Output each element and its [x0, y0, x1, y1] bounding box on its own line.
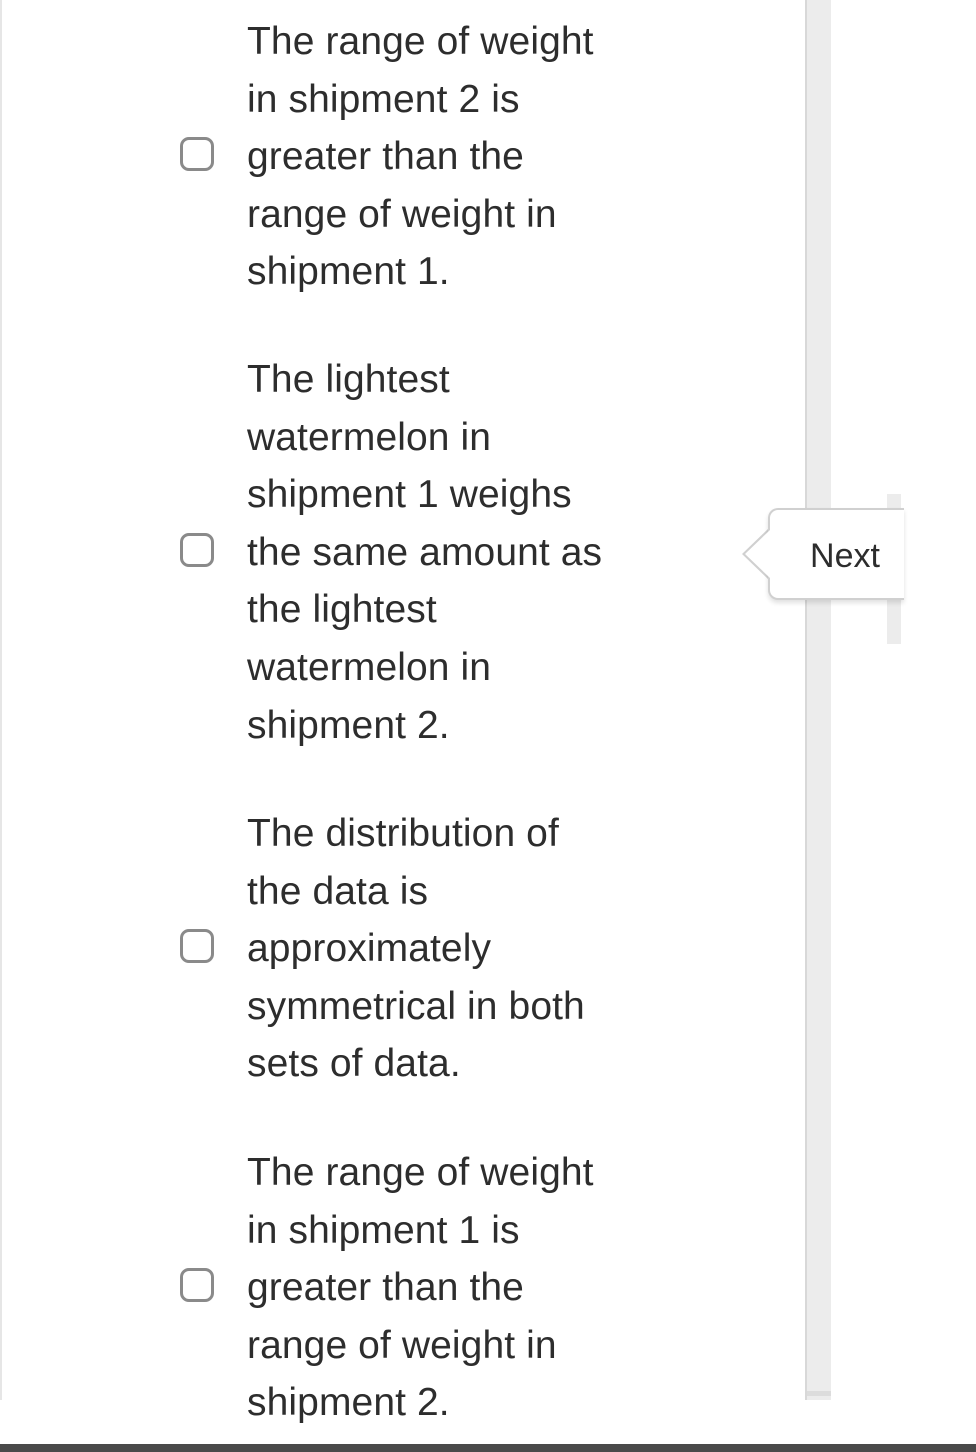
checkbox-option-2[interactable]: [180, 533, 214, 567]
option-text-line: approximately: [247, 927, 492, 971]
option-text-line: the lightest: [247, 588, 437, 632]
option-text-line: range of weight in: [247, 192, 557, 236]
option-text-line: The distribution of: [247, 812, 559, 855]
bottom-bar: [0, 1444, 976, 1452]
option-text-line: The lightest: [247, 358, 450, 401]
option-text-line: greater than the: [247, 135, 524, 179]
option-text-line: shipment 2.: [247, 1381, 450, 1425]
option-text-line: The range of weight: [247, 20, 594, 63]
option-1-text: [247, 13, 657, 301]
option-text-line: shipment 1.: [247, 250, 450, 294]
scrollbar-end: [807, 1391, 831, 1396]
next-tab-arrow-icon[interactable]: [745, 530, 770, 578]
next-button-label: Next: [810, 537, 880, 575]
checkbox-option-4[interactable]: [180, 1268, 214, 1302]
option-text-line: range of weight in: [247, 1323, 557, 1367]
option-4-text: [247, 1144, 657, 1432]
option-3-text: [247, 805, 657, 1093]
option-text-line: greater than the: [247, 1266, 524, 1310]
option-2-text: [247, 351, 657, 754]
option-text-line: symmetrical in both: [247, 984, 585, 1028]
option-text-line: in shipment 1 is: [247, 1208, 520, 1252]
scrollbar[interactable]: [805, 0, 831, 1400]
checkbox-option-1[interactable]: [180, 137, 214, 171]
option-text-line: in shipment 2 is: [247, 77, 520, 121]
option-text-line: watermelon in: [247, 645, 492, 689]
option-text-line: the same amount as: [247, 530, 603, 574]
next-button[interactable]: [768, 508, 904, 600]
option-text-line: watermelon in: [247, 415, 492, 459]
option-text-line: sets of data.: [247, 1042, 461, 1086]
option-text-line: the data is: [247, 869, 429, 913]
option-text-line: shipment 1 weighs: [247, 473, 572, 517]
option-text-line: The range of weight: [247, 1151, 594, 1194]
checkbox-option-3[interactable]: [180, 929, 214, 963]
option-text-line: shipment 2.: [247, 703, 450, 747]
